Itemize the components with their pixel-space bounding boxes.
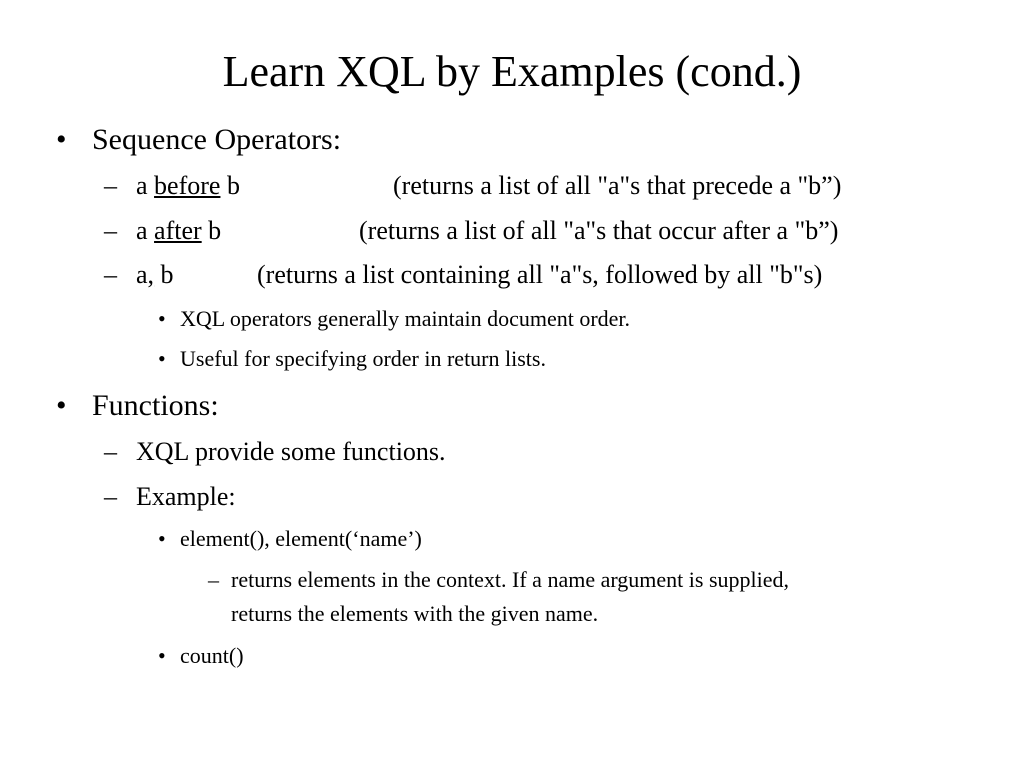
- comma-operator-item: [136, 259, 174, 291]
- before-operator-item: [136, 170, 240, 202]
- dash-marker: –: [104, 171, 117, 200]
- example-item: Example:: [136, 482, 236, 511]
- bullet-marker: •: [56, 389, 67, 422]
- bullet-marker: •: [158, 346, 166, 371]
- operand-a: a: [136, 216, 155, 245]
- note-document-order: XQL operators generally maintain document order.: [180, 306, 631, 331]
- functions-heading: Functions:: [92, 389, 219, 422]
- count-function: count(): [180, 643, 244, 668]
- functions-item: XQL provide some functions.: [136, 437, 446, 466]
- operand-b: b: [201, 216, 222, 245]
- operand-b: b: [220, 171, 240, 200]
- operand-a: a: [136, 260, 148, 289]
- dash-marker: –: [208, 567, 219, 592]
- slide-title: Learn XQL by Examples (cond.): [222, 47, 802, 96]
- element-description-line-2: returns the elements with the given name.: [231, 601, 599, 626]
- bullet-marker: •: [158, 643, 166, 668]
- element-description-line-1: returns elements in the context. If a name argument is supplied,: [231, 567, 789, 592]
- comma-operator-description: (returns a list containing all "a"s, followed by all "b"s): [257, 260, 823, 289]
- dash-marker: –: [104, 260, 117, 289]
- dash-marker: –: [104, 437, 117, 466]
- operand-b: b: [154, 260, 174, 289]
- dash-marker: –: [104, 216, 117, 245]
- operand-a: a: [136, 171, 155, 200]
- before-operator-description: (returns a list of all "a"s that precede a "b”): [393, 171, 842, 200]
- bullet-marker: •: [158, 526, 166, 551]
- bullet-marker: •: [158, 306, 166, 331]
- comma-operator: ,: [147, 260, 155, 289]
- after-operator: after: [154, 216, 202, 245]
- dash-marker: –: [104, 482, 117, 511]
- bullet-marker: •: [56, 123, 67, 156]
- after-operator-description: (returns a list of all "a"s that occur after a "b”): [359, 216, 839, 245]
- after-operator-item: [136, 215, 221, 247]
- element-function: element(), element(‘name’): [180, 526, 422, 551]
- before-operator: before: [154, 171, 221, 200]
- sequence-operators-heading: Sequence Operators:: [92, 123, 342, 156]
- note-return-lists: Useful for specifying order in return lists.: [180, 346, 546, 371]
